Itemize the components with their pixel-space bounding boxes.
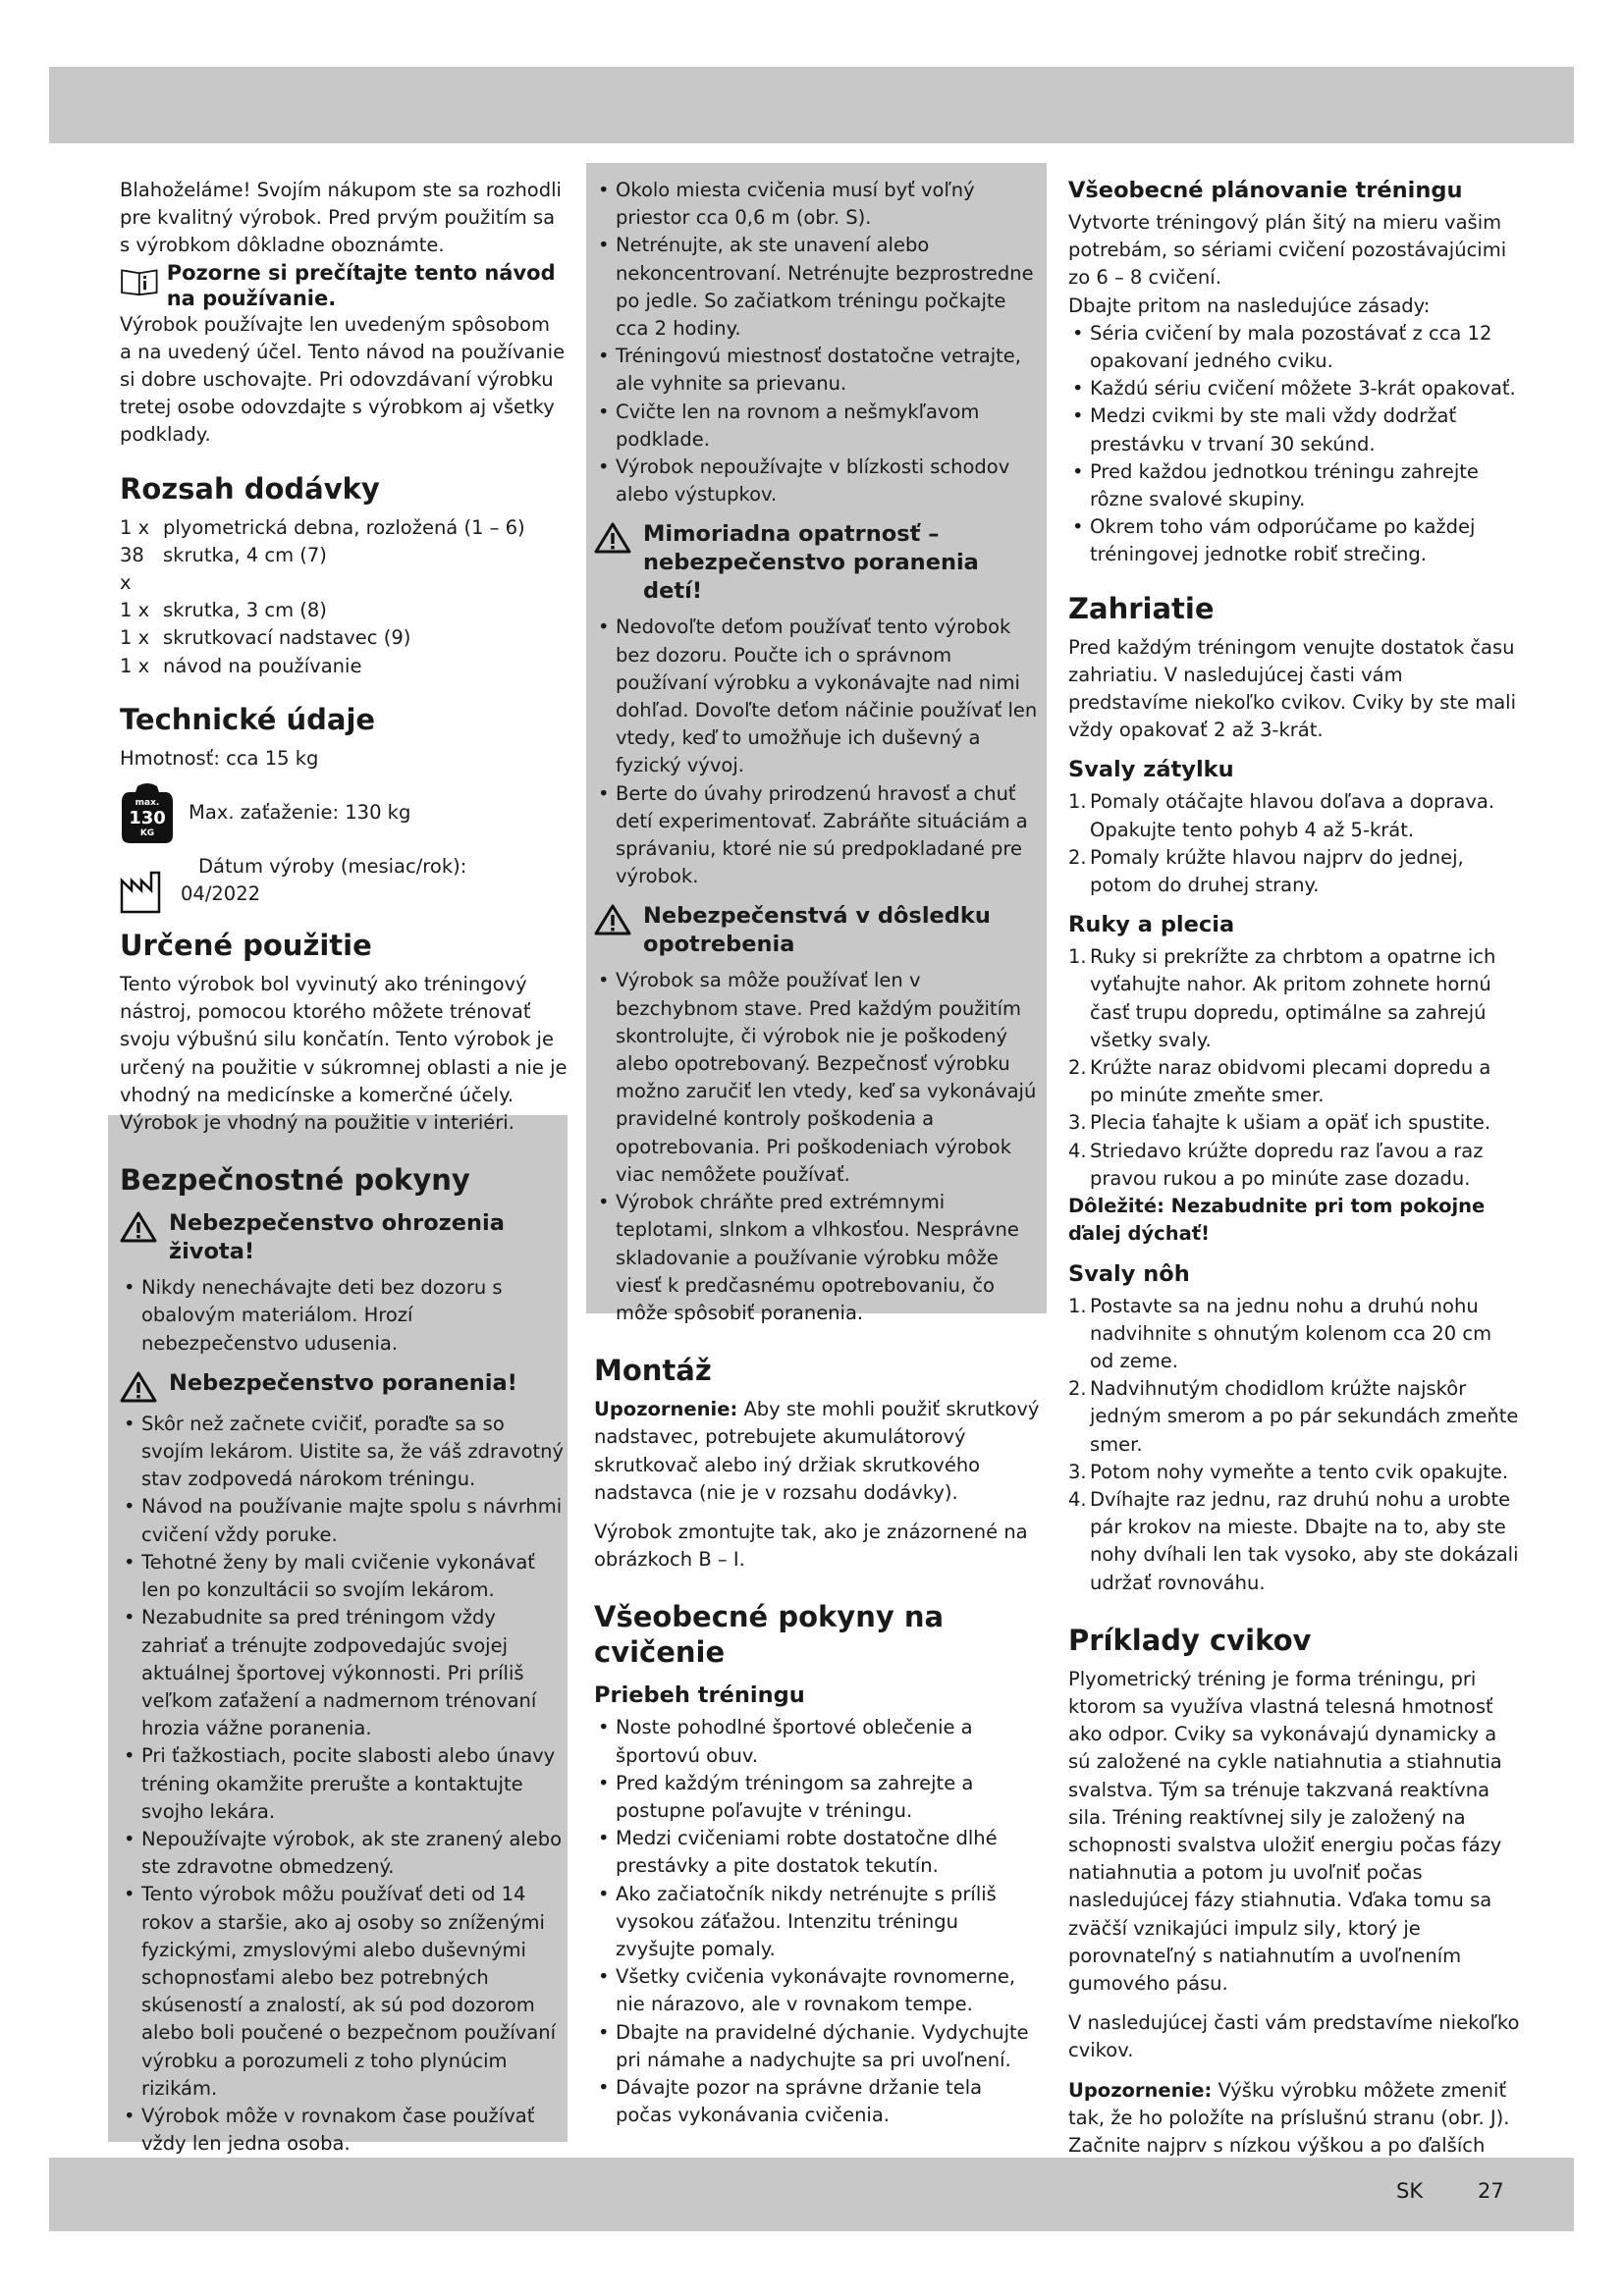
injury-warning: [120, 1369, 568, 1403]
date-label: Dátum výroby (mesiac/rok):: [198, 855, 467, 879]
legs-list: [1068, 1293, 1520, 1597]
scope-item: skrutka, 3 cm (8): [163, 599, 327, 622]
list-item: • Každú sériu cvičení môžete 3-krát opakovať.: [1068, 375, 1520, 402]
children-warning: [594, 520, 1044, 606]
space-list: [594, 177, 1044, 508]
injury-warning-title: Nebezpečenstvo poranenia!: [169, 1369, 517, 1396]
list-item: 1. Ruky si prekrížte za chrbtom a opatrne ich vyťahujte nahor. Ak pritom zohnete hornú časť trupu dopredu, optimálne sa zahrejú všetky svaly.: [1068, 945, 1496, 1051]
factory-icon: [120, 871, 175, 914]
date-value: 04/2022: [181, 882, 261, 906]
footer-language: SK: [1396, 2179, 1424, 2203]
examples-title: Príklady cvikov: [1068, 1623, 1312, 1657]
list-item: • Tehotné ženy by mali cvičenie vykonávať len po konzultácii so svojím lekárom.: [120, 1549, 568, 1604]
list-item: • Pred každou jednotkou tréningu zahrejte rôzne svalové skupiny.: [1068, 458, 1520, 513]
list-item: 4. Dvíhajte raz jednu, raz druhú nohu a urobte pár krokov na mieste. Dbajte na to, aby ste nohy dvíhali len tak vysoko, aby ste dokázali udržať rovnováhu.: [1068, 1487, 1519, 1594]
scope-list: [120, 514, 568, 680]
course-title: Priebeh tréningu: [594, 1682, 805, 1709]
column-2: [594, 177, 1044, 2129]
list-item: • Pri ťažkostiach, pocite slabosti alebo únavy tréning okamžite prerušte a kontaktujte svojho lekára.: [120, 1742, 568, 1826]
header-bar: [49, 67, 1574, 143]
list-item: 3. Potom nohy vymeňte a tento cvik opakujte.: [1068, 1460, 1509, 1483]
wear-list: [594, 967, 1044, 1327]
list-item: • Nepoužívajte výrobok, ak ste zranený alebo ste zdravotne obmedzený.: [120, 1826, 568, 1881]
list-item: 1. Pomaly otáčajte hlavou doľava a doprava. Opakujte tento pohyb 4 až 5-krát.: [1068, 790, 1495, 841]
important-note: Dôležité: Nezabudnite pri tom pokojne ďalej dýchať!: [1068, 1195, 1486, 1246]
maxload-text: Max. zaťaženie: 130 kg: [189, 800, 411, 824]
list-item: 1. Postavte sa na jednu nohu a druhú nohu nadvihnite s ohnutým kolenom cca 20 cm od zeme.: [1068, 1294, 1492, 1372]
footer-bar: [49, 2158, 1574, 2231]
book-info-icon: [120, 260, 159, 301]
list-item: • Pred každým tréningom sa zahrejte a postupne poľavujte v tréningu.: [594, 1770, 1044, 1825]
scope-qty: 1 x: [120, 515, 150, 539]
scope-item: plyometrická debna, rozložená (1 – 6): [163, 515, 525, 539]
planning-title: Všeobecné plánovanie tréningu: [1068, 178, 1463, 203]
planning-list: [1068, 320, 1520, 569]
warning-icon: [594, 522, 631, 554]
list-item: • Nedovoľte deťom používať tento výrobok bez dozoru. Poučte ich o správnom používaní výrobku a vykonávajte nad nimi dohľad. Dovoľte deťom náčinie používať len vtedy, keď to umožňuje ich duševný a fyzický vývoj.: [594, 614, 1044, 779]
montage-title: Montáž: [594, 1354, 712, 1388]
list-item: • Medzi cvičeniami robte dostatočne dlhé prestávky a pite dostatok tekutín.: [594, 1825, 1044, 1880]
list-item: • Medzi cvikmi by ste mali vždy dodržať prestávku v trvaní 30 sekúnd.: [1068, 402, 1520, 457]
safety-title: Bezpečnostné pokyny: [120, 1163, 470, 1198]
warning-icon: [120, 1371, 157, 1403]
montage-note: [594, 1396, 1044, 1507]
list-item: 2. Pomaly krúžte hlavou najprv do jednej, potom do druhej strany.: [1068, 845, 1464, 897]
list-item: • Tento výrobok môžu používať deti od 14 rokov a staršie, ako aj osoby so zníženými fyzickými, zmyslovými alebo duševnými schopnosťami alebo bez potrebných skúseností a znalostí, ak sú pod dozorom alebo boli poučené o bezpečnom používaní výrobku a porozumeli z toho plynúcim rizikám.: [120, 1881, 568, 2103]
list-item: • Ako začiatočník nikdy netrénujte s príliš vysokou záťažou. Intenzitu tréningu zvyšujte pomaly.: [594, 1881, 1044, 1964]
general-title: Všeobecné pokyny na cvičenie: [594, 1600, 945, 1670]
warning-icon: [594, 904, 631, 935]
weight-icon-max: max.: [135, 798, 160, 809]
scope-item: skrutkovací nadstavec (9): [163, 626, 411, 650]
wear-warning: [594, 902, 1044, 959]
neck-list: [1068, 788, 1520, 899]
maxload-row: [120, 780, 568, 845]
read-note-text: Pozorne si prečítajte tento návod na používanie.: [166, 260, 556, 310]
list-item: • Noste pohodlné športové oblečenie a športovú obuv.: [594, 1714, 1044, 1769]
scope-qty: 1 x: [120, 654, 150, 677]
list-item: • Nezabudnite sa pred tréningom vždy zahriať a trénujte zodpovedajúc svojej aktuálnej športovej výkonnosti. Pri príliš veľkom zaťažení a nadmernom trénovaní hrozia vážne poranenia.: [120, 1604, 568, 1742]
planning-text-2: Dbajte pritom na nasledujúce zásady:: [1068, 294, 1431, 317]
use-text: Tento výrobok bol vyvinutý ako tréningový nástroj, pomocou ktorého môžete trénovať svoju výbušnú silu končatín. Tento výrobok je určený na použitie v súkromnej oblasti a nie je vhodný na medicínske a komerčné účely. Výrobok je vhodný na použitie v interiéri.: [120, 973, 568, 1135]
weight-text: Hmotnosť: cca 15 kg: [120, 746, 319, 770]
warmup-title: Zahriatie: [1068, 591, 1215, 625]
scope-qty: 38 x: [120, 543, 144, 595]
arms-list: [1068, 943, 1520, 1193]
legs-title: Svaly nôh: [1068, 1260, 1190, 1287]
life-list: [120, 1274, 568, 1358]
examples-text: Plyometrický tréning je forma tréningu, pri ktorom sa využíva vlastná telesná hmotnosť ako odpor. Cviky sa vykonávajú dynamicky a sú založené na cykle natiahnutia a stiahnutia svalstva. Tým sa trénuje takzvaná reaktívna sila. Tréning reaktívnej sily je založený na schopnosti svalstva uložiť energiu počas fázy natiahnutia a potom ju uvoľniť počas nasledujúcej fázy stiahnutia. Vďaka tomu sa zväčší vznikajúci impulz sily, ktorý je porovnateľný s natiahnutím a uvoľnením gumového pásu.: [1068, 1667, 1502, 1995]
warmup-text: Pred každým tréningom venujte dostatok času zahriatiu. V nasledujúcej časti vám predstavíme niekoľko cvikov. Cviky by ste mali vždy opakovať 2 až 3-krát.: [1068, 635, 1517, 742]
date-row: [120, 853, 568, 914]
scope-item: návod na používanie: [163, 654, 362, 677]
montage-note-text: Aby ste mohli použiť skrutkový nadstavec, potrebujete akumulátorový skrutkovač alebo iný držiak skrutkového nadstavca (nie je v rozsahu dodávky).: [594, 1398, 1040, 1504]
column-3: [1068, 177, 1520, 2187]
examples-note-text: Výšku výrobku môžete zmeniť tak, že ho položíte na príslušnú stranu (obr. J). Začnite najprv s nízkou výškou a po ďalších: [1068, 2078, 1510, 2157]
list-item: 3. Plecia ťahajte k ušiam a opäť ich spustite.: [1068, 1111, 1491, 1135]
warning-icon: [120, 1211, 157, 1243]
list-item: • Tréningovú miestnosť dostatočne vetrajte, ale vyhnite sa prievanu.: [594, 343, 1044, 398]
intro-text-2: Výrobok používajte len uvedeným spôsobom a na uvedený účel. Tento návod na používanie si dobre uschovajte. Pri odovzdávaní výrobku tretej osobe odovzdajte s výrobkom aj všetky podklady.: [120, 312, 566, 447]
scope-item: skrutka, 4 cm (7): [163, 543, 327, 566]
list-item: • Okrem toho vám odporúčame po každej tréningovej jednotke robiť strečing.: [1068, 513, 1520, 568]
list-item: • Okolo miesta cvičenia musí byť voľný priestor cca 0,6 m (obr. S).: [594, 177, 1044, 232]
wear-warning-title: Nebezpečenstvá v dôsledku opotrebenia: [643, 903, 991, 958]
list-item: • Cvičte len na rovnom a nešmykľavom podklade.: [594, 399, 1044, 454]
list-item: • Skôr než začnete cvičiť, poraďte sa so svojím lekárom. Uistite sa, že váš zdravotný stav zodpovedá nárokom tréningu.: [120, 1411, 568, 1494]
planning-text: Vytvorte tréningový plán šitý na mieru vašim potrebám, so sériami cvičení pozostávajúcimi zo 6 – 8 cvičení.: [1068, 211, 1507, 290]
list-item: • Nikdy nenechávajte deti bez dozoru s obalovým materiálom. Hrozí nebezpečenstvo udusenia.: [120, 1274, 568, 1358]
neck-title: Svaly zátylku: [1068, 757, 1234, 783]
list-item: 2. Nadvihnutým chodidlom krúžte najskôr jedným smerom a po pár sekundách zmeňte smer.: [1068, 1377, 1519, 1456]
read-note: [120, 260, 568, 311]
list-item: 4. Striedavo krúžte dopredu raz ľavou a raz pravou rukou a po minúte zase dozadu.: [1068, 1139, 1484, 1190]
column-1: [120, 177, 568, 2158]
children-warning-title: Mimoriadna opatrnosť – nebezpečenstvo poranenia detí!: [643, 521, 979, 605]
injury-list: [120, 1411, 568, 2158]
list-item: • Návod na používanie majte spolu s návrhmi cvičení vždy poruke.: [120, 1493, 568, 1548]
list-item: • Výrobok sa môže používať len v bezchybnom stave. Pred každým použitím skontrolujte, či výrobok nie je poškodený alebo opotrebovaný. Bezpečnosť výrobku možno zaručiť len vtedy, keď sa vykonávajú pravidelné kontroly poškodenia a opotrebovania. Pri poškodeniach výrobok viac nemôžete používať.: [594, 967, 1044, 1189]
arms-title: Ruky a plecia: [1068, 912, 1235, 938]
examples-note-label: Upozornenie:: [1068, 2078, 1213, 2102]
scope-qty: 1 x: [120, 626, 150, 650]
list-item: • Berte do úvahy prirodzenú hravosť a chuť detí experimentovať. Zabráňte situáciám a správaniu, ktoré nie sú predpokladané pre výrobok.: [594, 780, 1044, 891]
page-number: 27: [1478, 2179, 1504, 2203]
tech-title: Technické údaje: [120, 702, 376, 736]
intro-text: Blahoželáme! Svojím nákupom ste sa rozhodli pre kvalitný výrobok. Pred prvým použitím sa s výrobkom dôkladne oboznámte.: [120, 179, 562, 257]
scope-qty: 1 x: [120, 599, 150, 622]
children-list: [594, 614, 1044, 890]
examples-text-2: V nasledujúcej časti vám predstavíme niekoľko cvikov.: [1068, 2011, 1520, 2062]
list-item: • Všetky cvičenia vykonávajte rovnomerne, nie nárazovo, ale v rovnakom tempe.: [594, 1963, 1044, 2018]
list-item: • Dbajte na pravidelné dýchanie. Vydychujte pri námahe a nadychujte sa pri uvoľnení.: [594, 2019, 1044, 2074]
weight-icon-num: 130: [129, 808, 166, 829]
life-warning-title: Nebezpečenstvo ohrozenia života!: [169, 1210, 505, 1265]
course-list: [594, 1714, 1044, 2129]
life-warning: [120, 1209, 568, 1266]
list-item: • Netrénujte, ak ste unavení alebo nekoncentrovaní. Netrénujte bezprostredne po jedle. So začiatkom tréningu počkajte cca 2 hodiny.: [594, 232, 1044, 343]
montage-note-label: Upozornenie:: [594, 1398, 738, 1421]
weight-icon-unit: KG: [139, 828, 155, 839]
montage-text: Výrobok zmontujte tak, ako je znázornené na obrázkoch B – I.: [594, 1520, 1028, 1572]
list-item: • Výrobok môže v rovnakom čase používať vždy len jedna osoba.: [120, 2103, 568, 2158]
scope-title: Rozsah dodávky: [120, 471, 380, 506]
list-item: • Séria cvičení by mala pozostávať z cca 12 opakovaní jedného cviku.: [1068, 320, 1520, 375]
use-title: Určené použitie: [120, 929, 372, 963]
weight-max-icon: [120, 780, 175, 845]
list-item: • Dávajte pozor na správne držanie tela počas vykonávania cvičenia.: [594, 2074, 1044, 2129]
list-item: • Výrobok chráňte pred extrémnymi teplotami, slnkom a vlhkosťou. Nesprávne skladovanie a používanie výrobku môže viesť k predčasnému opotrebovaniu, čo môže spôsobiť poranenia.: [594, 1189, 1044, 1327]
list-item: • Výrobok nepoužívajte v blízkosti schodov alebo výstupkov.: [594, 454, 1044, 508]
list-item: 2. Krúžte naraz obidvomi plecami dopredu a po minúte zmeňte smer.: [1068, 1056, 1491, 1107]
